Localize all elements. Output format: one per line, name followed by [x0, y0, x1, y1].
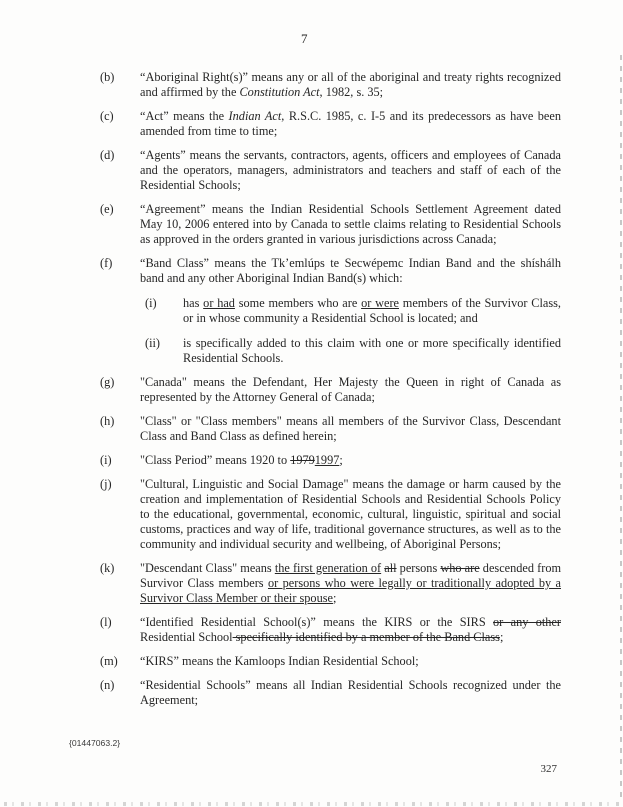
definition-item	[100, 477, 561, 552]
definitions-list	[100, 70, 561, 717]
scan-artifact-bottom-edge	[4, 802, 619, 806]
struck-text: who are	[440, 561, 480, 575]
italic-text: Constitution Act	[239, 85, 320, 99]
plain-text: “Residential Schools” means all Indian Residential Schools recognized under the Agreement;	[140, 678, 561, 707]
plain-text: has	[183, 296, 204, 310]
plain-text: “Aboriginal Right(s)” means any or all of the aboriginal and treaty rights recognized and affirmed by the	[140, 70, 561, 99]
definition-item	[100, 654, 561, 669]
definition-item	[100, 256, 561, 366]
definition-text	[140, 654, 561, 669]
definition-text	[140, 148, 561, 193]
definition-item	[100, 375, 561, 405]
definition-label: (c)	[100, 109, 114, 123]
struck-text: or any other	[493, 615, 561, 629]
plain-text: "Class Period” means 1920 to	[140, 453, 291, 467]
definition-label: (e)	[100, 202, 114, 216]
plain-text: ;	[339, 453, 343, 467]
definition-label: (b)	[100, 70, 115, 84]
definition-text	[140, 109, 561, 139]
definition-text	[140, 202, 561, 247]
definition-item	[100, 453, 561, 468]
struck-text: specifically identified by a member of the Band Class	[232, 630, 500, 644]
plain-text: some members who are	[234, 296, 362, 310]
definition-label: (g)	[100, 375, 115, 389]
plain-text: "Canada" means the Defendant, Her Majesty the Queen in right of Canada as represented by the Attorney General of Canada;	[140, 375, 561, 404]
scan-artifact-right-edge	[620, 55, 622, 799]
underlined-text: the first generation of	[274, 561, 382, 575]
underlined-text: or persons who were legally or traditionally adopted by a Survivor Class Member or their spouse	[140, 576, 561, 605]
plain-text: Residential School	[140, 630, 233, 644]
definition-text	[140, 256, 561, 366]
definition-text	[140, 477, 561, 552]
struck-text: 1979	[290, 453, 315, 467]
definition-text	[140, 375, 561, 405]
page-number-top: 7	[301, 31, 308, 46]
plain-text: "Descendant Class" means	[140, 561, 275, 575]
struck-text: all	[384, 561, 397, 575]
plain-text: “Agents” means the servants, contractors, agents, officers and employees of Canada and the operators, managers, administrators and teachers and staff of each of the Residential Schools;	[140, 148, 561, 192]
plain-text: “KIRS” means the Kamloops Indian Residential School;	[140, 654, 419, 668]
definition-text	[140, 561, 561, 606]
plain-text: “Band Class” means the Tk’emlúps te Secwépemc Indian Band and the shíshálh band and any other Aboriginal Indian Band(s) which:	[140, 256, 561, 285]
definition-item	[100, 414, 561, 444]
definition-text	[140, 70, 561, 100]
plain-text: ;	[499, 630, 504, 644]
sub-item-label: (i)	[145, 296, 157, 310]
definition-item	[100, 202, 561, 247]
definition-label: (n)	[100, 678, 115, 692]
definition-item	[100, 615, 561, 645]
plain-text: , 1982, s. 35;	[319, 85, 384, 99]
sub-item	[145, 336, 561, 366]
definition-label: (l)	[100, 615, 112, 629]
definition-label: (k)	[100, 561, 115, 575]
plain-text: is specifically added to this claim with one or more specifically identified Residential Schools.	[183, 336, 561, 365]
definition-label: (d)	[100, 148, 115, 162]
sub-item	[145, 296, 561, 326]
underlined-text: or were	[361, 296, 399, 310]
definition-text	[140, 615, 561, 645]
sub-item-text	[183, 296, 561, 326]
definition-item	[100, 70, 561, 100]
definition-label: (i)	[100, 453, 112, 467]
definition-label: (f)	[100, 256, 113, 270]
definition-label: (h)	[100, 414, 115, 428]
definition-text	[140, 678, 561, 708]
plain-text: "Class" or "Class members" means all members of the Survivor Class, Descendant Class and Band Class as defined herein;	[140, 414, 561, 443]
underlined-text: or had	[203, 296, 235, 310]
page-number-bottom: 327	[540, 763, 557, 775]
definition-text	[140, 453, 561, 468]
plain-text: “Act” means the	[140, 109, 229, 123]
plain-text: persons	[396, 561, 441, 575]
plain-text: ;	[332, 591, 337, 605]
definition-label: (m)	[100, 654, 118, 668]
underlined-text: 1997	[314, 453, 340, 467]
plain-text: members of the Survivor Class, or in whose community a Residential School is located; and	[183, 296, 561, 325]
plain-text: descended from Survivor Class members	[140, 561, 562, 590]
plain-text: "Cultural, Linguistic and Social Damage" means the damage or harm caused by the creation and implementation of Residential Schools and Residential Schools Policy to the educational, governmental, economic, cultural, linguistic, spiritual and social customs, practices and way of life, traditional governance structures, as well as to the community and individual security and wellbeing, of Aboriginal Persons;	[140, 477, 561, 551]
sub-item-label: (ii)	[145, 336, 161, 350]
definition-item	[100, 148, 561, 193]
definition-item	[100, 109, 561, 139]
definition-item	[100, 678, 561, 708]
plain-text: , R.S.C. 1985, c. I-5 and its predecessors as have been amended from time to time;	[140, 109, 562, 138]
sub-item-text	[183, 336, 561, 366]
plain-text: “Identified Residential School(s)” means the KIRS or the SIRS	[140, 615, 494, 629]
definition-item	[100, 561, 561, 606]
document-reference-number: {01447063.2}	[69, 738, 121, 748]
italic-text: Indian Act	[228, 109, 282, 123]
plain-text: “Agreement” means the Indian Residential Schools Settlement Agreement dated May 10, 2006 entered into by Canada to settle claims relating to Residential Schools as approved in the orders granted in various jurisdictions across Canada;	[140, 202, 561, 246]
definition-text	[140, 414, 561, 444]
definition-label: (j)	[100, 477, 112, 491]
